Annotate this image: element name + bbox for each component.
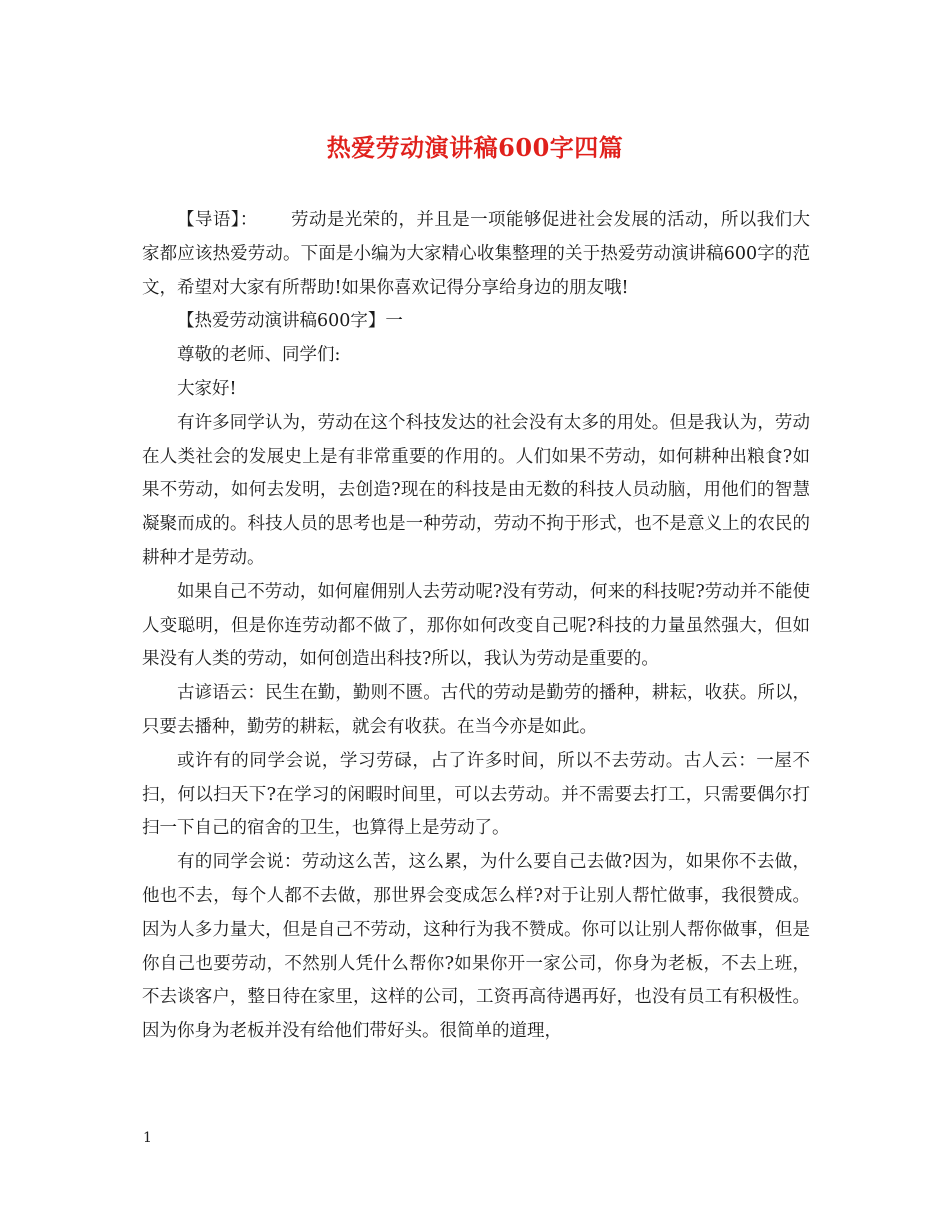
body-paragraph: 或许有的同学会说，学习劳碌，占了许多时间，所以不去劳动。古人云：一屋不扫，何以扫天下?在学习的闲暇时间里，可以去劳动。并不需要去打工，只需要偶尔打扫一下自己的宿舍的卫生，也算得上是劳动了。 bbox=[142, 750, 810, 839]
body-paragraph: 古谚语云：民生在勤，勤则不匮。古代的劳动是勤劳的播种，耕耘，收获。所以，只要去播种，勤劳的耕耘，就会有收获。在当今亦是如此。 bbox=[142, 683, 810, 737]
intro-label: 【导语】： bbox=[177, 210, 258, 230]
body-paragraph: 如果自己不劳动，如何雇佣别人去劳动呢?没有劳动，何来的科技呢?劳动并不能使人变聪明，但是你连劳动都不做了，那你如何改变自己呢?科技的力量虽然强大，但如果没有人类的劳动，如何创造出科技?所以，我认为劳动是重要的。 bbox=[142, 581, 810, 670]
greeting: 大家好! bbox=[177, 378, 237, 399]
document-title: 热爱劳动演讲稿600字四篇 bbox=[326, 133, 624, 162]
intro-text: 劳动是光荣的，并且是一项能够促进社会发展的活动，所以我们大家都应该热爱劳动。下面是小编为大家精心收集整理的关于热爱劳动演讲稿600字的范文，希望对大家有所帮助!如果你喜欢记得分享给身边的朋友哦! bbox=[142, 210, 810, 298]
intro-paragraph bbox=[142, 204, 810, 305]
body-paragraph: 有许多同学认为，劳动在这个科技发达的社会没有太多的用处。但是我认为，劳动在人类社会的发展史上是有非常重要的作用的。人们如果不劳动，如何耕种出粮食?如果不劳动，如何去发明，去创造?现在的科技是由无数的科技人员动脑，用他们的智慧凝聚而成的。科技人员的思考也是一种劳动，劳动不拘于形式，也不是意义上的农民的耕种才是劳动。 bbox=[142, 412, 810, 568]
page-number: 1 bbox=[143, 1130, 152, 1146]
section-heading: 【热爱劳动演讲稿600字】一 bbox=[177, 311, 403, 332]
salutation: 尊敬的老师、同学们: bbox=[177, 345, 341, 366]
document-body bbox=[142, 204, 810, 1049]
body-paragraph: 有的同学会说：劳动这么苦，这么累，为什么要自己去做?因为，如果你不去做，他也不去，每个人都不去做，那世界会变成怎么样?对于让别人帮忙做事，我很赞成。因为人多力量大，但是自己不劳动，这种行为我不赞成。你可以让别人帮你做事，但是你自己也要劳动，不然别人凭什么帮你?如果你开一家公司，你身为老板，不去上班，不去谈客户，整日待在家里，这样的公司，工资再高待遇再好，也没有员工有积极性。因为你身为老板并没有给他们带好头。很简单的道理， bbox=[142, 852, 810, 1042]
